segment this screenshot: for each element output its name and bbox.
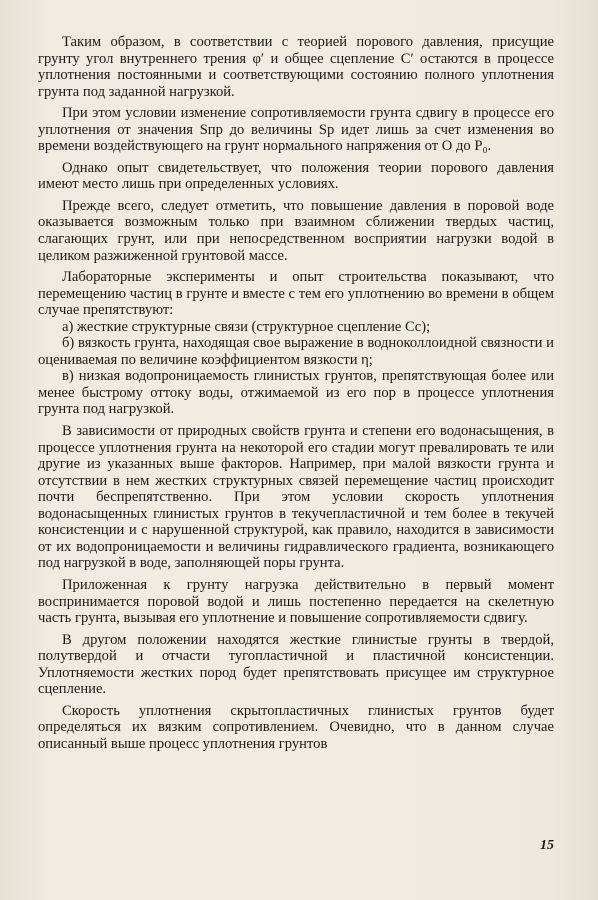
paragraph-applied-load: Приложенная к грунту нагрузка действительно в первый момент воспринимается поровой водой и лишь постепенно передается на скелетную часть грунта, вызывая его уплотнение и повышение сопротивляемости сдвигу. xyxy=(38,576,554,627)
paragraph-lab-experiments: Лабораторные эксперименты и опыт строительства показывают, что перемещению частиц в грунте и вместе с тем его уплотнению во времени в общем случае препятствуют: xyxy=(38,269,554,319)
paragraph-pore-water-pressure: Прежде всего, следует отметить, что повышение давления в поровой воде оказывается возможным только при взаимном сближении твердых частиц, слагающих грунт, или при непосредственном восприятии нагрузки водой в целиком разжиженной грунтовой массе. xyxy=(38,197,554,264)
page-number: 15 xyxy=(540,838,554,853)
paragraph-consolidation-rate: Скорость уплотнения скрытопластичных глинистых грунтов будет определяться их вязким сопротивлением. Очевидно, что в данном случае описанный выше процесс уплотнения грунтов xyxy=(38,702,554,752)
list-item-c: в) низкая водопроницаемость глинистых грунтов, препятствующая более или менее быстрому оттоку воды, отжимаемой из его пор в процессе уплотнения грунта под нагрузкой. xyxy=(38,368,554,418)
list-item-b: б) вязкость грунта, находящая свое выражение в водноколлоидной связности и оцениваемая по величине коэффициентом вязкости η; xyxy=(38,335,554,368)
paragraph-natural-properties: В зависимости от природных свойств грунта и степени его водонасыщения, в процессе уплотнения грунта на некоторой его стадии могут превалировать те или другие из указанных выше факторов. Например, при малой вязкости грунта и отсутствии в нем жестких структурных связей перемещение частиц происходит почти беспрепятственно. При этом условии скорость уплотнения водонасыщенных глинистых грунтов в текучепластичной и тем более в текучей консистенции и с нарушенной структурой, как правило, находится в зависимости от их водопроницаемости и величины гидравлического градиента, возникающего под нагрузкой в воде, заполняющей поры грунта. xyxy=(38,423,554,572)
paragraph-pore-pressure-conclusion: Таким образом, в соответствии с теорией порового давления, присущие грунту угол внутреннего трения φ′ и общее сцепление C′ остаются в процессе уплотнения постоянными и соответствующими состоянию полного уплотнения грунта под заданной нагрузкой. xyxy=(38,34,554,100)
list-item-a: а) жесткие структурные связи (структурное сцепление Cс); xyxy=(62,318,431,335)
body-text xyxy=(38,34,554,757)
paragraph-experience-conditions: Однако опыт свидетельствует, что положения теории порового давления имеют место лишь при определенных условиях. xyxy=(38,159,554,193)
paragraph-shear-resistance-change: При этом условии изменение сопротивляемости грунта сдвигу в процессе его уплотнения от значения Sпр до величины Sр идет лишь за счет изменения во времени воздействующего на грунт нормального напряжения от O до P₀. xyxy=(38,105,554,155)
paragraph-rigid-clay-soils: В другом положении находятся жесткие глинистые грунты в твердой, полутвердой и отчасти тугопластичной и пластичной консистенции. Уплотняемости жестких пород будет препятствовать присущее им структурное сцепление. xyxy=(38,631,554,698)
